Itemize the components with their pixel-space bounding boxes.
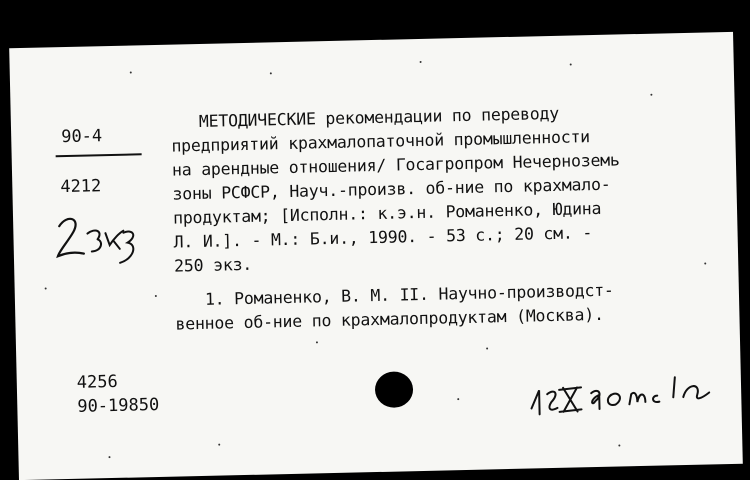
entry-line-6: Л. И.]. - М.: Б.и., 1990. - 53 с.; 20 см. - (173, 223, 593, 252)
scan-speck (570, 64, 572, 66)
scan-speck (218, 444, 220, 446)
tracing-line-2: венное об-ние по крахмалопродуктам (Москва). (175, 304, 604, 334)
scan-speck (108, 456, 110, 458)
scan-speck (704, 263, 706, 265)
entry-line-2: предприятий крахмалопаточной промышленности (171, 127, 591, 156)
entry-line-5: продуктам; [Исполн.: к.э.н. Романенко, Юдина (172, 198, 602, 228)
scan-speck (618, 445, 620, 447)
shelf-mark-divider (56, 153, 142, 157)
scan-speck (420, 61, 422, 63)
scan-speck (45, 287, 47, 289)
scan-speck (457, 398, 459, 400)
entry-line-7: 250 экз. (173, 254, 253, 276)
entry-line-3: на арендные отношения/ Госагропром Нечерноземь (171, 150, 620, 180)
scan-speck (155, 295, 157, 297)
handwritten-date-note (525, 368, 716, 422)
handwritten-copy-count (53, 210, 144, 267)
catalog-card (9, 32, 743, 480)
shelf-mark-middle: 4212 (60, 176, 102, 198)
accession-number: 90-19850 (77, 394, 160, 417)
bottom-code: 4256 (76, 371, 118, 393)
scan-speck (270, 72, 272, 74)
scan-speck (486, 347, 488, 349)
entry-line-4: зоны РСФСР, Науч.-произв. об-ние по крахмало- (172, 174, 611, 204)
tracing-line-1: 1. Романенко, В. М. II. Научно-производст- (204, 280, 614, 309)
entry-line-1: МЕТОДИЧЕСКИЕ рекомендации по переводу (198, 103, 560, 131)
scan-speck (650, 94, 652, 96)
shelf-mark-top: 90-4 (60, 126, 103, 148)
punch-hole (375, 371, 414, 408)
scan-speck (316, 341, 318, 343)
scan-speck (130, 71, 132, 73)
